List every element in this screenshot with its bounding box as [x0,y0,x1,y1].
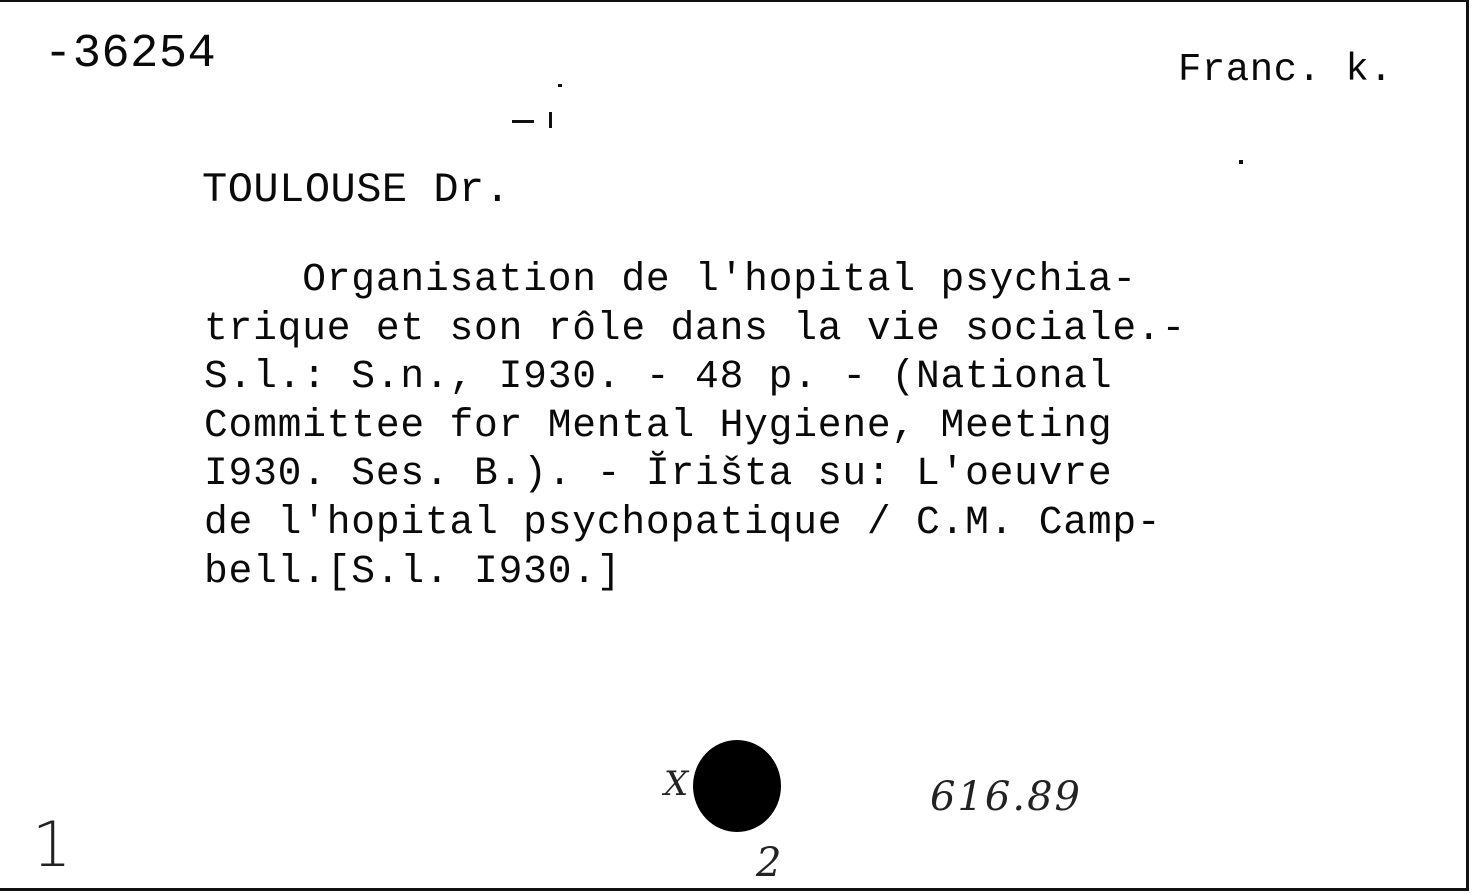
author-heading: TOULOUSE Dr. [202,166,511,214]
catalog-number: -36254 [44,28,217,81]
ink-speck [549,112,552,128]
entry-line: trique et son rôle dans la vie sociale.- [204,305,1187,351]
entry-line: S.l.: S.n., I930. - 48 p. - (National [204,354,1113,400]
entry-line: Organisation de l'hopital psychia- [204,257,1137,302]
handwritten-copy-number: 2 [756,840,782,886]
punch-hole [693,740,781,832]
entry-line: de l'hopital psychopatique / C.M. Camp- [204,499,1162,545]
handwritten-classification: 616.89 [930,774,1082,820]
language-code: Franc. k. [1178,48,1394,92]
ink-speck [558,84,562,87]
ink-speck [1239,160,1243,164]
entry-line: Committee for Mental Hygiene, Meeting [204,402,1113,448]
entry-line: I930. Ses. B.). - Ĭrišta su: L'oeuvre [204,451,1113,497]
ink-speck [512,120,534,123]
handwritten-corner-mark: 1 [32,808,72,881]
bibliographic-entry [204,256,1186,596]
handwritten-mark-left: X [664,764,689,804]
entry-line: bell.[S.l. I930.] [204,548,622,594]
